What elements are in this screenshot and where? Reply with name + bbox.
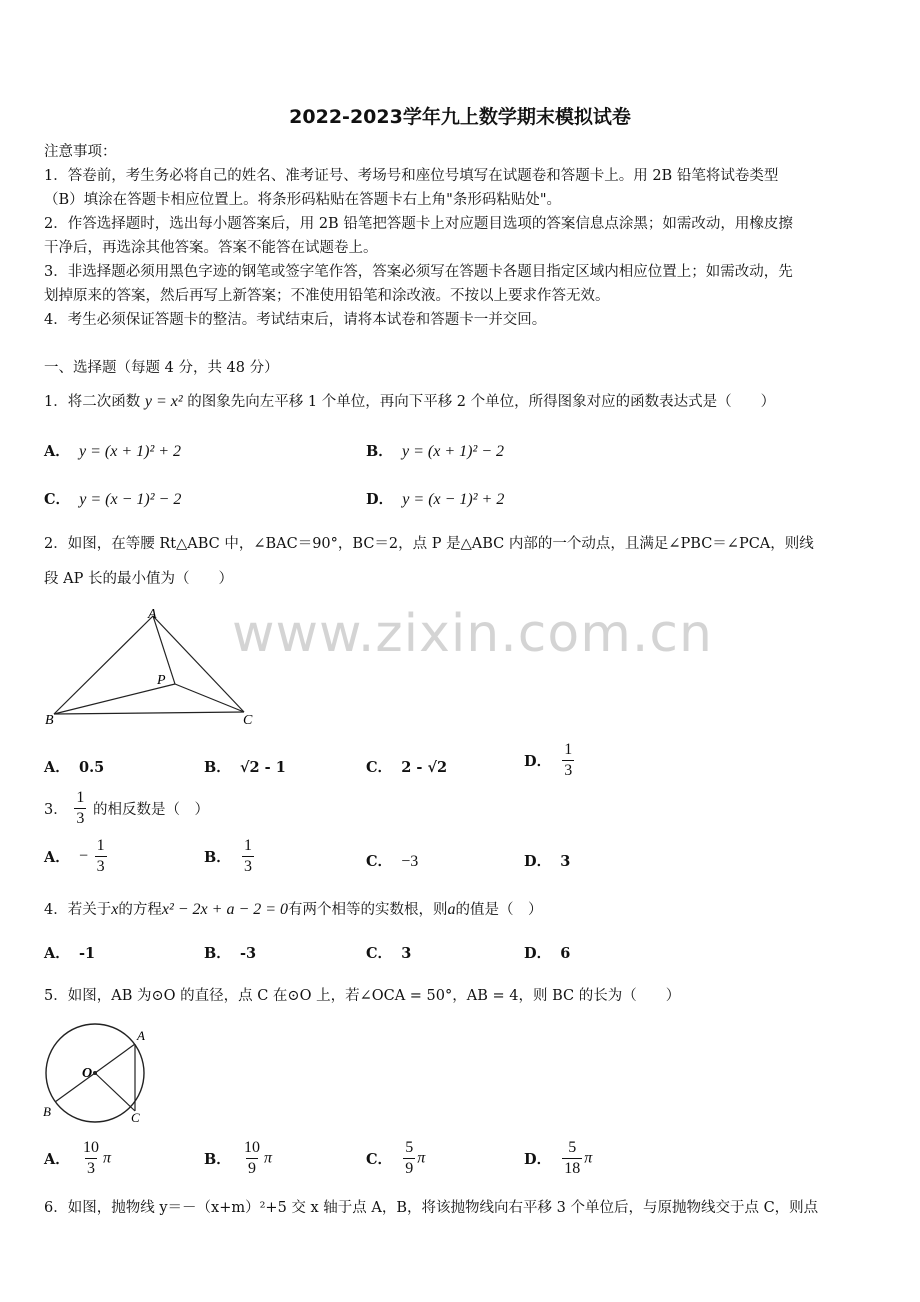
option-label: A． bbox=[44, 759, 70, 776]
option-text: y = (x + 1)² + 2 bbox=[78, 443, 182, 460]
fraction: $\frac{1}{3}$ bbox=[96, 837, 105, 875]
page-title: 2022-2023学年九上数学期末模拟试卷 bbox=[289, 106, 631, 128]
q1-pre: 1．将二次函数 bbox=[44, 394, 141, 410]
q1-option-a[interactable] bbox=[44, 440, 181, 461]
option-label: D． bbox=[524, 753, 552, 770]
q2-option-d[interactable] bbox=[524, 742, 576, 779]
q2-option-c[interactable] bbox=[366, 756, 447, 777]
notice-line: 1．答卷前，考生务必将自己的姓名、准考证号、考场号和座位号填写在试题卷和答题卡上。用 2B 铅笔将试卷类型 bbox=[44, 168, 779, 184]
question-6: 6．如图，抛物线 y＝－（x+m）²+5 交 x 轴于点 A，B，将该抛物线向右平移 3 个单位后，与原抛物线交于点 C，则点 bbox=[44, 1200, 819, 1216]
label-a: A bbox=[137, 1028, 145, 1043]
option-label: A． bbox=[44, 443, 70, 460]
fraction: $\frac{1}{3}$ bbox=[76, 789, 85, 827]
option-label: B． bbox=[366, 443, 393, 460]
question-1 bbox=[44, 390, 775, 411]
label-a: A bbox=[148, 607, 157, 622]
watermark: www.zixin.com.cn bbox=[232, 604, 713, 664]
label-c: C bbox=[243, 713, 253, 728]
q1-post: 的图象先向左平移 1 个单位，再向下平移 2 个单位，所得图象对应的函数表达式是（ ） bbox=[187, 394, 776, 410]
option-text: 2 - √2 bbox=[401, 759, 448, 776]
q3-option-c[interactable]: C． −3 bbox=[366, 853, 419, 870]
option-label: B． bbox=[204, 759, 231, 776]
label-o: O bbox=[82, 1066, 93, 1081]
notice-line: 3．非选择题必须用黑色字迹的钢笔或签字笔作答，答案必须写在答题卡各题目指定区域内相应位置上；如需改动，先 bbox=[44, 264, 793, 280]
option-text: 0.5 bbox=[78, 759, 105, 776]
fraction: $\frac{5}{9}$ bbox=[405, 1139, 414, 1177]
q4-option-c[interactable]: C． 3 bbox=[366, 945, 412, 962]
label-b: B bbox=[45, 713, 54, 728]
option-text: √2 - 1 bbox=[239, 759, 286, 776]
q2-option-b[interactable] bbox=[204, 756, 286, 777]
q1-expr: y = x² bbox=[144, 393, 183, 410]
question-3: 3． $\frac{1}{3}$ 的相反数是（ ） bbox=[44, 789, 209, 827]
circle-figure bbox=[38, 1022, 156, 1126]
q5-option-a[interactable]: A． $\frac{10}{3}$ π bbox=[44, 1139, 111, 1177]
option-label: C． bbox=[44, 491, 71, 508]
notice-line: 划掉原来的答案，然后再写上新答案；不准使用铅笔和涂改液。不按以上要求作答无效。 bbox=[44, 288, 610, 304]
fraction: $\frac{1}{3}$ bbox=[564, 741, 573, 779]
q5-option-c[interactable]: C． $\frac{5}{9}$ π bbox=[366, 1139, 426, 1177]
q4-option-b[interactable]: B． -3 bbox=[204, 945, 257, 962]
fraction: $\frac{10}{3}$ bbox=[82, 1139, 99, 1177]
q3-option-b[interactable]: B． $\frac{1}{3}$ bbox=[204, 837, 252, 875]
notice-line: 4．考生必须保证答题卡的整洁。考试结束后，请将本试卷和答题卡一并交回。 bbox=[44, 312, 547, 328]
label-b: B bbox=[43, 1104, 51, 1119]
question-2-line1: 2．如图，在等腰 Rt△ABC 中，∠BAC＝90°，BC＝2，点 P 是△ABC 内部的一个动点，且满足∠PBC＝∠PCA，则线 bbox=[44, 536, 814, 552]
q1-option-c[interactable] bbox=[44, 488, 181, 509]
q3-option-d[interactable]: D． 3 bbox=[524, 853, 571, 870]
q1-option-d[interactable] bbox=[366, 488, 504, 509]
question-5: 5．如图，AB 为⊙O 的直径，点 C 在⊙O 上，若∠OCA = 50°，AB = 4，则 BC 的长为（ ） bbox=[44, 988, 681, 1004]
option-text: y = (x + 1)² − 2 bbox=[401, 443, 505, 460]
q1-option-b[interactable] bbox=[366, 440, 504, 461]
notice-line: （B）填涂在答题卡相应位置上。将条形码粘贴在答题卡右上角"条形码粘贴处"。 bbox=[44, 192, 561, 208]
option-label: D． bbox=[366, 491, 394, 508]
q4-option-d[interactable]: D． 6 bbox=[524, 945, 571, 962]
section-heading: 一、选择题（每题 4 分，共 48 分） bbox=[44, 360, 279, 376]
question-2-line2: 段 AP 长的最小值为（ ） bbox=[44, 571, 233, 587]
fraction: $\frac{10}{9}$ bbox=[243, 1139, 260, 1177]
option-label: C． bbox=[366, 759, 393, 776]
label-p: P bbox=[157, 673, 166, 688]
option-text: y = (x − 1)² − 2 bbox=[79, 491, 182, 508]
q3-option-a[interactable]: A． − $\frac{1}{3}$ bbox=[44, 837, 105, 875]
notice-line: 干净后，再选涂其他答案。答案不能答在试题卷上。 bbox=[44, 240, 378, 256]
question-4: 4．若关于x的方程x² − 2x + a − 2 = 0有两个相等的实数根，则a的值是（ ） bbox=[44, 901, 543, 918]
q4-option-a[interactable]: A． -1 bbox=[44, 945, 96, 962]
q5-option-d[interactable]: D． $\frac{5}{18}$ π bbox=[524, 1139, 593, 1177]
option-text: y = (x − 1)² + 2 bbox=[402, 491, 505, 508]
notice-heading: 注意事项： bbox=[44, 144, 117, 160]
notice-line: 2．作答选择题时，选出每小题答案后，用 2B 铅笔把答题卡上对应题目选项的答案信息点涂黑；如需改动，用橡皮擦 bbox=[44, 216, 793, 232]
q2-option-a[interactable] bbox=[44, 756, 104, 777]
fraction: $\frac{5}{18}$ bbox=[564, 1139, 581, 1177]
label-c: C bbox=[131, 1110, 140, 1125]
q5-option-b[interactable]: B． $\frac{10}{9}$ π bbox=[204, 1139, 272, 1177]
fraction: $\frac{1}{3}$ bbox=[243, 837, 252, 875]
